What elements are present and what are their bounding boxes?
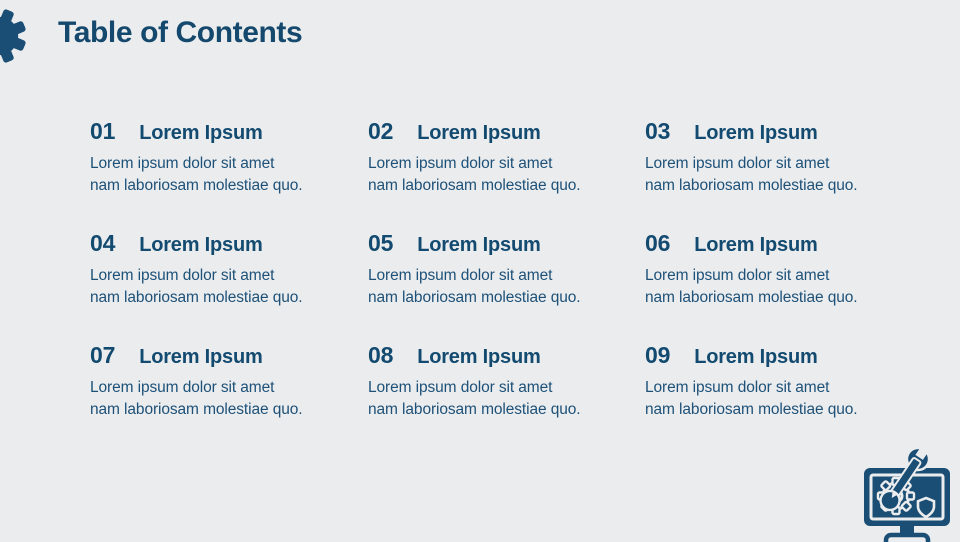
item-description-line1: Lorem ipsum dolor sit amet: [645, 155, 830, 172]
item-title: Lorem Ipsum: [417, 122, 541, 144]
item-description-line1: Lorem ipsum dolor sit amet: [90, 267, 275, 284]
item-number: 05: [368, 230, 394, 256]
item-description-line1: Lorem ipsum dolor sit amet: [90, 379, 275, 396]
toc-item-06: [645, 230, 940, 342]
item-number: 08: [368, 342, 394, 368]
item-description-line2: nam laboriosam molestiae quo.: [368, 401, 581, 418]
item-title: Lorem Ipsum: [694, 122, 818, 144]
toc-item-01: [90, 118, 368, 230]
item-description-line2: nam laboriosam molestiae quo.: [645, 289, 858, 306]
item-title: Lorem Ipsum: [139, 234, 263, 256]
item-title: Lorem Ipsum: [694, 234, 818, 256]
computer-repair-icon: [856, 446, 960, 542]
toc-grid: [90, 118, 940, 454]
item-description-line1: Lorem ipsum dolor sit amet: [368, 267, 553, 284]
item-title: Lorem Ipsum: [139, 346, 263, 368]
item-title: Lorem Ipsum: [694, 346, 818, 368]
toc-item-08: [368, 342, 645, 454]
item-description-line1: Lorem ipsum dolor sit amet: [90, 155, 275, 172]
item-title: Lorem Ipsum: [417, 346, 541, 368]
item-description-line2: nam laboriosam molestiae quo.: [90, 177, 303, 194]
item-number: 07: [90, 342, 116, 368]
item-number: 04: [90, 230, 116, 256]
toc-item-03: [645, 118, 940, 230]
toc-item-04: [90, 230, 368, 342]
item-number: 02: [368, 118, 394, 144]
item-description-line2: nam laboriosam molestiae quo.: [368, 177, 581, 194]
toc-item-05: [368, 230, 645, 342]
item-description-line2: nam laboriosam molestiae quo.: [645, 401, 858, 418]
gear-icon: [0, 4, 31, 68]
item-description-line1: Lorem ipsum dolor sit amet: [645, 267, 830, 284]
item-description-line1: Lorem ipsum dolor sit amet: [645, 379, 830, 396]
item-description-line1: Lorem ipsum dolor sit amet: [368, 379, 553, 396]
item-description-line2: nam laboriosam molestiae quo.: [368, 289, 581, 306]
item-title: Lorem Ipsum: [139, 122, 263, 144]
item-description-line2: nam laboriosam molestiae quo.: [90, 401, 303, 418]
toc-item-07: [90, 342, 368, 454]
item-description-line2: nam laboriosam molestiae quo.: [645, 177, 858, 194]
item-description-line2: nam laboriosam molestiae quo.: [90, 289, 303, 306]
toc-item-02: [368, 118, 645, 230]
page-title: Table of Contents: [58, 16, 303, 49]
item-number: 01: [90, 118, 116, 144]
toc-item-09: [645, 342, 940, 454]
item-number: 03: [645, 118, 671, 144]
item-number: 09: [645, 342, 671, 368]
item-description-line1: Lorem ipsum dolor sit amet: [368, 155, 553, 172]
item-number: 06: [645, 230, 671, 256]
item-title: Lorem Ipsum: [417, 234, 541, 256]
